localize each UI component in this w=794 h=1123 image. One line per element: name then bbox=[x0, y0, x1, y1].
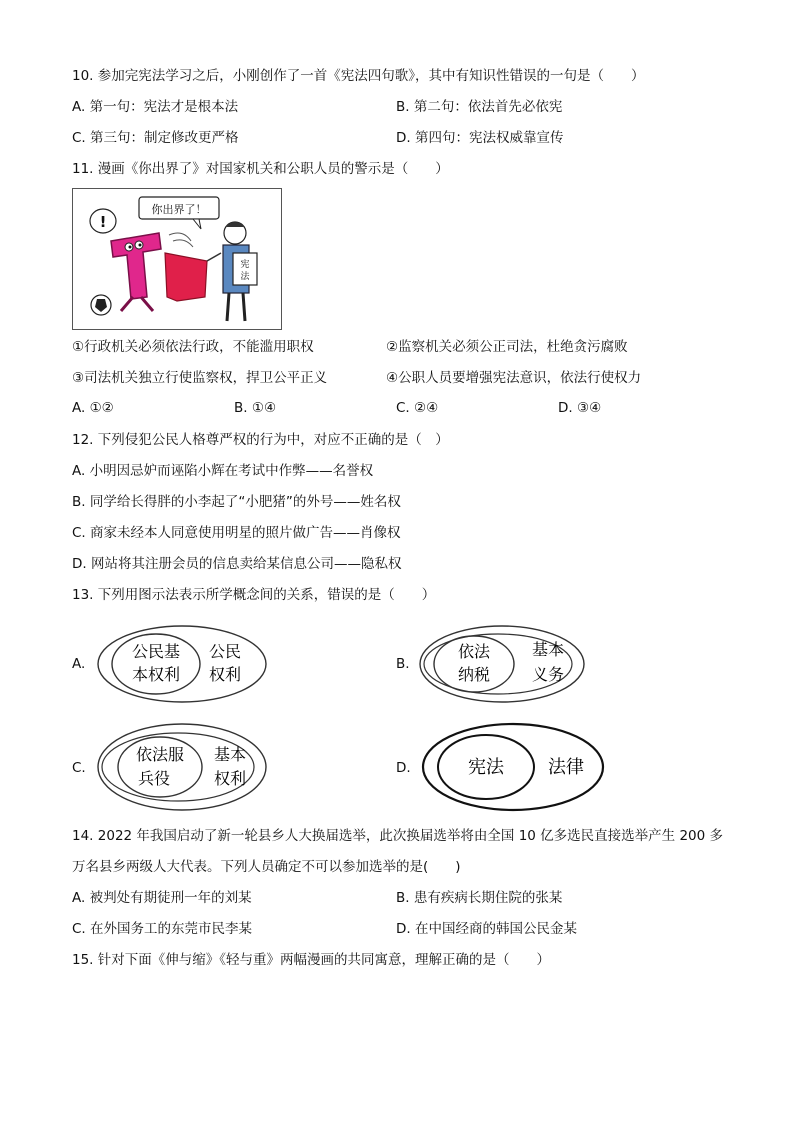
outer-label-2: 权利 bbox=[208, 665, 242, 684]
q12-option-c: C. 商家未经本人同意使用明星的照片做广告——肖像权 bbox=[72, 525, 401, 541]
inner-label-1: 宪法 bbox=[468, 757, 504, 778]
q13-diagram-b bbox=[418, 624, 586, 708]
q11-option-c: C. ②④ bbox=[396, 400, 439, 416]
q11-option-b: B. ①④ bbox=[234, 400, 277, 416]
outer-label-1: 基本 bbox=[213, 745, 247, 764]
q14-stem-line-1: 14. 2022 年我国启动了新一轮县乡人大换届选举，此次换届选举将由全国 10 亿多选民直接选举产生 200 多 bbox=[72, 828, 724, 844]
q13-diagram-c-letter: C. bbox=[72, 760, 86, 776]
outer-circle bbox=[420, 626, 584, 702]
inner-label-2: 本权利 bbox=[131, 665, 181, 684]
q11-option-d: D. ③④ bbox=[558, 400, 602, 416]
inner-label-2: 兵役 bbox=[137, 769, 171, 788]
q11-statement-4: ④公职人员要增强宪法意识，依法行使权力 bbox=[386, 370, 642, 386]
outer-label-1: 基本 bbox=[531, 640, 565, 659]
cartoon-illustration bbox=[73, 189, 281, 329]
q11-statement-2: ②监察机关必须公正司法，杜绝贪污腐败 bbox=[386, 339, 628, 355]
inner-label-1: 依法 bbox=[457, 642, 491, 661]
outer-label-1: 公民 bbox=[208, 642, 242, 661]
constitution-sign-char-2: 法 bbox=[240, 272, 250, 282]
q13-diagram-d-letter: D. bbox=[396, 760, 411, 776]
q11-statement-3: ③司法机关独立行使监察权，捍卫公平正义 bbox=[72, 370, 328, 386]
inner-label-1: 公民基 bbox=[131, 642, 181, 661]
q13-diagram-a bbox=[96, 624, 268, 708]
red-flag bbox=[165, 253, 207, 301]
q10-option-c: C. 第三句：制定修改更严格 bbox=[72, 130, 239, 146]
middle-circle bbox=[102, 733, 254, 801]
q13-diagram-d bbox=[420, 722, 606, 816]
q12-option-b: B. 同学给长得胖的小李起了“小肥猪”的外号——姓名权 bbox=[72, 494, 401, 510]
cartoon-bubble-text: 你出界了！ bbox=[151, 203, 207, 216]
outer-label-2: 权利 bbox=[213, 769, 247, 788]
q14-stem-line-2: 万名县乡两级人大代表。下列人员确定不可以参加选举的是( ) bbox=[72, 859, 461, 875]
q11-option-a: A. ①② bbox=[72, 400, 114, 416]
q10-option-a: A. 第一句：宪法才是根本法 bbox=[72, 99, 239, 115]
inner-label-2: 纳税 bbox=[457, 665, 491, 684]
q13-diagram-a-letter: A. bbox=[72, 656, 86, 672]
q12-option-d: D. 网站将其注册会员的信息卖给某信息公司——隐私权 bbox=[72, 556, 402, 572]
q10-option-d: D. 第四句：宪法权威靠宣传 bbox=[396, 130, 564, 146]
outer-label-2: 义务 bbox=[531, 665, 565, 684]
outer-circle bbox=[98, 724, 266, 810]
q10-stem: 10. 参加完宪法学习之后，小刚创作了一首《宪法四句歌》，其中有知识性错误的一句是（ ） bbox=[72, 68, 645, 84]
outer-circle bbox=[98, 626, 266, 702]
outer-label-1: 法律 bbox=[548, 757, 584, 778]
q13-diagram-c bbox=[96, 722, 268, 816]
q11-stem: 11. 漫画《你出界了》对国家机关和公职人员的警示是（ ） bbox=[72, 161, 449, 177]
q15-stem: 15. 针对下面《伸与缩》《轻与重》两幅漫画的共同寓意，理解正确的是（ ） bbox=[72, 952, 551, 968]
q11-statement-1: ①行政机关必须依法行政，不能滥用职权 bbox=[72, 339, 314, 355]
inner-label-1: 依法服 bbox=[135, 745, 185, 764]
q14-option-d: D. 在中国经商的韩国公民金某 bbox=[396, 921, 577, 937]
q13-diagram-b-letter: B. bbox=[396, 656, 410, 672]
q10-option-b: B. 第二句：依法首先必依宪 bbox=[396, 99, 563, 115]
cartoon-out-of-bounds bbox=[72, 188, 282, 330]
constitution-sign-char-1: 宪 bbox=[240, 260, 250, 270]
q12-option-a: A. 小明因忌妒而诬陷小辉在考试中作弊——名誉权 bbox=[72, 463, 374, 479]
q14-option-a: A. 被判处有期徒刑一年的刘某 bbox=[72, 890, 252, 906]
q12-stem: 12. 下列侵犯公民人格尊严权的行为中，对应不正确的是（ ） bbox=[72, 432, 449, 448]
q13-stem: 13. 下列用图示法表示所学概念间的关系，错误的是（ ） bbox=[72, 587, 436, 603]
cartoon-exclaim: ! bbox=[99, 213, 107, 231]
q14-option-c: C. 在外国务工的东莞市民李某 bbox=[72, 921, 253, 937]
q14-option-b: B. 患有疾病长期住院的张某 bbox=[396, 890, 563, 906]
